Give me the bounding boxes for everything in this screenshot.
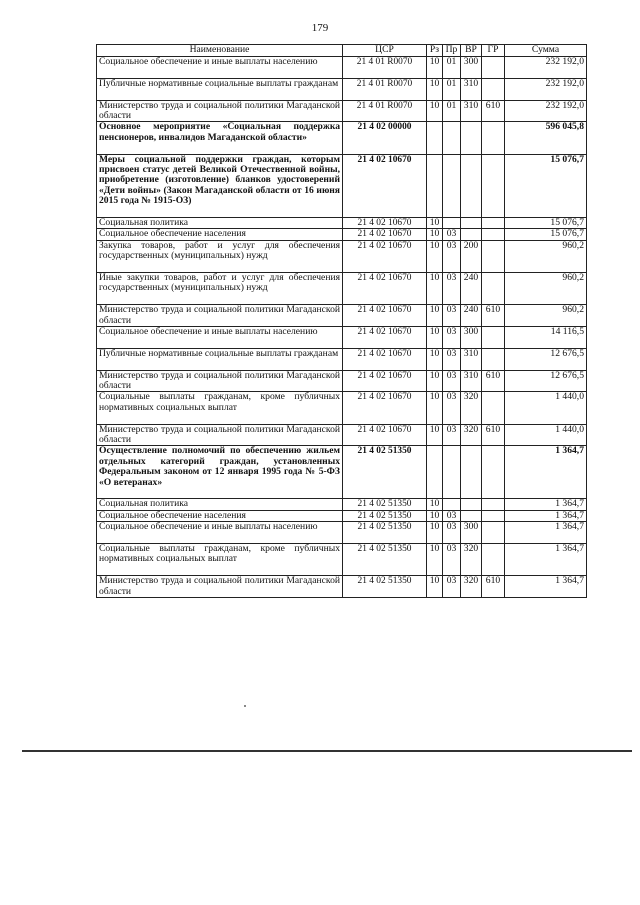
row-vr: 240 — [461, 272, 482, 304]
row-gr — [482, 392, 505, 424]
row-gr — [482, 522, 505, 544]
row-gr — [482, 57, 505, 79]
table-row — [97, 326, 587, 348]
row-pr: 03 — [443, 326, 461, 348]
row-vr: 320 — [461, 392, 482, 424]
row-name: Социальная политика — [97, 499, 343, 510]
row-rz: 10 — [427, 544, 443, 576]
table-row — [97, 348, 587, 370]
row-vr: 310 — [461, 78, 482, 100]
page-number: 179 — [311, 22, 329, 34]
row-sum: 232 192,0 — [505, 100, 587, 122]
table-row — [97, 154, 587, 217]
row-pr: 03 — [443, 544, 461, 576]
row-name: Социальное обеспечение населения — [97, 229, 343, 240]
table-row — [97, 522, 587, 544]
row-name: Социальное обеспечение и иные выплаты населению — [97, 522, 343, 544]
row-vr: 200 — [461, 240, 482, 272]
row-rz: 10 — [427, 370, 443, 392]
row-pr: 03 — [443, 229, 461, 240]
row-gr — [482, 446, 505, 499]
row-pr — [443, 217, 461, 228]
table-row — [97, 57, 587, 79]
table-row — [97, 499, 587, 510]
row-sum: 960,2 — [505, 305, 587, 327]
row-rz: 10 — [427, 522, 443, 544]
row-csr: 21 4 01 R0070 — [343, 57, 427, 79]
row-name: Осуществление полномочий по обеспечению жильем отдельных категорий граждан, установленных Федеральным законом от 12 января 1995 года № 5-ФЗ «О ветеранах» — [97, 446, 343, 499]
row-rz: 10 — [427, 424, 443, 446]
row-rz: 10 — [427, 229, 443, 240]
row-sum: 596 045,8 — [505, 122, 587, 154]
row-pr — [443, 499, 461, 510]
row-csr: 21 4 02 00000 — [343, 122, 427, 154]
budget-table — [96, 44, 587, 598]
row-pr: 03 — [443, 576, 461, 598]
row-sum: 15 076,7 — [505, 229, 587, 240]
row-name: Социальные выплаты гражданам, кроме публичных нормативных социальных выплат — [97, 392, 343, 424]
row-sum: 232 192,0 — [505, 78, 587, 100]
row-name: Публичные нормативные социальные выплаты гражданам — [97, 78, 343, 100]
row-rz: 10 — [427, 576, 443, 598]
row-name: Закупка товаров, работ и услуг для обеспечения государственных (муниципальных) нужд — [97, 240, 343, 272]
row-gr: 610 — [482, 424, 505, 446]
row-name: Меры социальной поддержки граждан, которым присвоен статус детей Великой Отечественной войны, приобретение (изготовление) бланков удостоверений «Дети войны» (Закон Магаданской области от 16 июня 2015 года № 1915-ОЗ) — [97, 154, 343, 217]
header-sum: Сумма — [505, 45, 587, 57]
row-pr: 01 — [443, 78, 461, 100]
row-csr: 21 4 02 51350 — [343, 544, 427, 576]
row-csr: 21 4 02 10670 — [343, 272, 427, 304]
row-rz: 10 — [427, 78, 443, 100]
row-vr: 310 — [461, 100, 482, 122]
row-sum: 14 116,5 — [505, 326, 587, 348]
row-pr — [443, 122, 461, 154]
row-name: Министерство труда и социальной политики Магаданской области — [97, 100, 343, 122]
row-vr: 320 — [461, 424, 482, 446]
table-row — [97, 78, 587, 100]
row-name: Социальное обеспечение и иные выплаты населению — [97, 326, 343, 348]
row-pr: 03 — [443, 305, 461, 327]
row-pr: 03 — [443, 370, 461, 392]
row-sum: 1 364,7 — [505, 522, 587, 544]
row-sum: 1 364,7 — [505, 510, 587, 521]
row-name: Министерство труда и социальной политики Магаданской области — [97, 576, 343, 598]
table-row — [97, 305, 587, 327]
row-name: Министерство труда и социальной политики Магаданской области — [97, 424, 343, 446]
row-csr: 21 4 02 51350 — [343, 510, 427, 521]
row-rz: 10 — [427, 392, 443, 424]
table-row — [97, 370, 587, 392]
row-sum: 12 676,5 — [505, 348, 587, 370]
row-csr: 21 4 02 10670 — [343, 240, 427, 272]
row-sum: 1 364,7 — [505, 446, 587, 499]
row-csr: 21 4 02 51350 — [343, 576, 427, 598]
row-vr: 310 — [461, 370, 482, 392]
row-vr: 300 — [461, 57, 482, 79]
row-sum: 1 364,7 — [505, 499, 587, 510]
row-pr — [443, 446, 461, 499]
row-gr — [482, 240, 505, 272]
table-row — [97, 544, 587, 576]
header-rz: Рз — [427, 45, 443, 57]
header-gr: ГР — [482, 45, 505, 57]
table-row — [97, 122, 587, 154]
table-row — [97, 510, 587, 521]
row-name: Социальное обеспечение и иные выплаты населению — [97, 57, 343, 79]
row-sum: 15 076,7 — [505, 217, 587, 228]
row-csr: 21 4 02 10670 — [343, 348, 427, 370]
row-gr: 610 — [482, 370, 505, 392]
row-gr — [482, 499, 505, 510]
row-pr: 01 — [443, 100, 461, 122]
row-csr: 21 4 02 51350 — [343, 522, 427, 544]
row-vr — [461, 446, 482, 499]
row-gr — [482, 272, 505, 304]
row-name: Социальное обеспечение населения — [97, 510, 343, 521]
row-vr: 310 — [461, 348, 482, 370]
header-name: Наименование — [97, 45, 343, 57]
row-gr — [482, 510, 505, 521]
row-csr: 21 4 02 10670 — [343, 424, 427, 446]
header-csr: ЦСР — [343, 45, 427, 57]
row-pr: 03 — [443, 424, 461, 446]
row-gr — [482, 78, 505, 100]
row-name: Министерство труда и социальной политики Магаданской области — [97, 305, 343, 327]
row-pr: 03 — [443, 522, 461, 544]
row-gr: 610 — [482, 100, 505, 122]
row-sum: 960,2 — [505, 240, 587, 272]
row-name: Основное мероприятие «Социальная поддержка пенсионеров, инвалидов Магаданской области» — [97, 122, 343, 154]
row-csr: 21 4 01 R0070 — [343, 100, 427, 122]
row-vr: 300 — [461, 522, 482, 544]
row-rz: 10 — [427, 510, 443, 521]
row-name: Публичные нормативные социальные выплаты гражданам — [97, 348, 343, 370]
row-rz: 10 — [427, 326, 443, 348]
row-gr — [482, 154, 505, 217]
row-rz — [427, 446, 443, 499]
row-rz: 10 — [427, 100, 443, 122]
row-csr: 21 4 02 10670 — [343, 217, 427, 228]
row-csr: 21 4 02 51350 — [343, 446, 427, 499]
row-gr: 610 — [482, 305, 505, 327]
row-rz: 10 — [427, 348, 443, 370]
row-vr — [461, 510, 482, 521]
table-row — [97, 576, 587, 598]
row-vr: 240 — [461, 305, 482, 327]
row-rz — [427, 122, 443, 154]
row-sum: 1 440,0 — [505, 392, 587, 424]
row-pr: 03 — [443, 348, 461, 370]
row-vr: 320 — [461, 544, 482, 576]
row-gr — [482, 122, 505, 154]
row-name: Иные закупки товаров, работ и услуг для обеспечения государственных (муниципальных) нужд — [97, 272, 343, 304]
table-row — [97, 240, 587, 272]
row-gr — [482, 326, 505, 348]
footer-rule — [22, 750, 632, 752]
row-gr — [482, 544, 505, 576]
header-pr: Пр — [443, 45, 461, 57]
table-row — [97, 392, 587, 424]
row-pr: 03 — [443, 240, 461, 272]
table-row — [97, 272, 587, 304]
row-gr — [482, 229, 505, 240]
row-rz: 10 — [427, 217, 443, 228]
row-name: Министерство труда и социальной политики Магаданской области — [97, 370, 343, 392]
row-rz: 10 — [427, 272, 443, 304]
row-name: Социальная политика — [97, 217, 343, 228]
table-header-row — [97, 45, 587, 57]
table-row — [97, 446, 587, 499]
row-vr — [461, 217, 482, 228]
row-vr: 320 — [461, 576, 482, 598]
row-csr: 21 4 02 10670 — [343, 154, 427, 217]
row-gr — [482, 217, 505, 228]
row-sum: 12 676,5 — [505, 370, 587, 392]
row-pr: 01 — [443, 57, 461, 79]
row-csr: 21 4 02 10670 — [343, 392, 427, 424]
row-csr: 21 4 02 10670 — [343, 370, 427, 392]
row-rz: 10 — [427, 305, 443, 327]
row-rz: 10 — [427, 240, 443, 272]
row-sum: 1 364,7 — [505, 544, 587, 576]
row-sum: 1 364,7 — [505, 576, 587, 598]
row-pr: 03 — [443, 510, 461, 521]
row-csr: 21 4 02 51350 — [343, 499, 427, 510]
row-rz — [427, 154, 443, 217]
header-vr: ВР — [461, 45, 482, 57]
row-gr: 610 — [482, 576, 505, 598]
row-rz: 10 — [427, 499, 443, 510]
row-pr — [443, 154, 461, 217]
row-csr: 21 4 02 10670 — [343, 326, 427, 348]
scan-speck — [244, 705, 246, 707]
row-vr — [461, 499, 482, 510]
row-sum: 15 076,7 — [505, 154, 587, 217]
row-sum: 1 440,0 — [505, 424, 587, 446]
row-vr: 300 — [461, 326, 482, 348]
row-pr: 03 — [443, 392, 461, 424]
row-pr: 03 — [443, 272, 461, 304]
table-row — [97, 424, 587, 446]
table-row — [97, 229, 587, 240]
row-csr: 21 4 02 10670 — [343, 229, 427, 240]
row-vr — [461, 122, 482, 154]
row-csr: 21 4 02 10670 — [343, 305, 427, 327]
table-row — [97, 100, 587, 122]
table-row — [97, 217, 587, 228]
row-vr — [461, 229, 482, 240]
row-rz: 10 — [427, 57, 443, 79]
row-sum: 960,2 — [505, 272, 587, 304]
row-name: Социальные выплаты гражданам, кроме публичных нормативных социальных выплат — [97, 544, 343, 576]
row-gr — [482, 348, 505, 370]
row-vr — [461, 154, 482, 217]
row-sum: 232 192,0 — [505, 57, 587, 79]
row-csr: 21 4 01 R0070 — [343, 78, 427, 100]
